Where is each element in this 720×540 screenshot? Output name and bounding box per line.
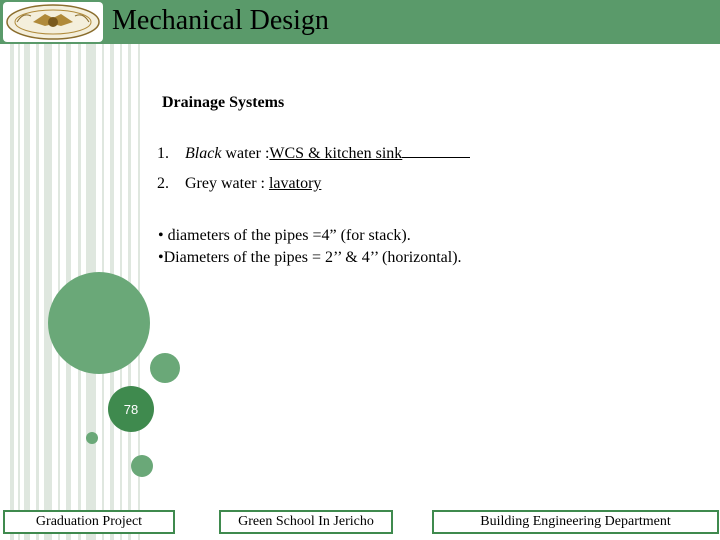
decor-circle-small (131, 455, 153, 477)
list-number: 2. (157, 175, 169, 192)
list-item-underlined: WCS & kitchen sink (269, 145, 403, 162)
decor-stripe (36, 44, 39, 540)
list-item-text: water : (221, 145, 270, 162)
bullet-item: •Diameters of the pipes = 2’’ & 4’’ (horizontal). (158, 249, 462, 266)
list-item (157, 175, 321, 193)
page-number-badge: 78 (108, 386, 154, 432)
section-heading: Drainage Systems (162, 94, 285, 111)
bullet-list (158, 225, 462, 269)
university-seal-logo (3, 2, 103, 42)
decor-stripe (10, 44, 14, 540)
decor-stripe (24, 44, 30, 540)
list-number: 1. (157, 145, 169, 162)
footer-left: Graduation Project (3, 510, 175, 534)
list-item-underlined: lavatory (268, 175, 322, 192)
decor-stripe (44, 44, 52, 540)
decor-circle-large (48, 272, 150, 374)
underline-blank (402, 143, 470, 158)
bullet-item: • diameters of the pipes =4” (for stack). (158, 227, 411, 244)
list-item (157, 143, 470, 163)
decor-stripe (18, 44, 20, 540)
list-item-italic: Black (185, 145, 222, 162)
decor-circle-medium (150, 353, 180, 383)
footer-right: Building Engineering Department (432, 510, 719, 534)
list-item-text: Grey water : (185, 175, 269, 192)
page-title: Mechanical Design (112, 5, 329, 36)
decor-circle-small (86, 432, 98, 444)
footer-center: Green School In Jericho (219, 510, 393, 534)
header-bar (0, 0, 720, 44)
